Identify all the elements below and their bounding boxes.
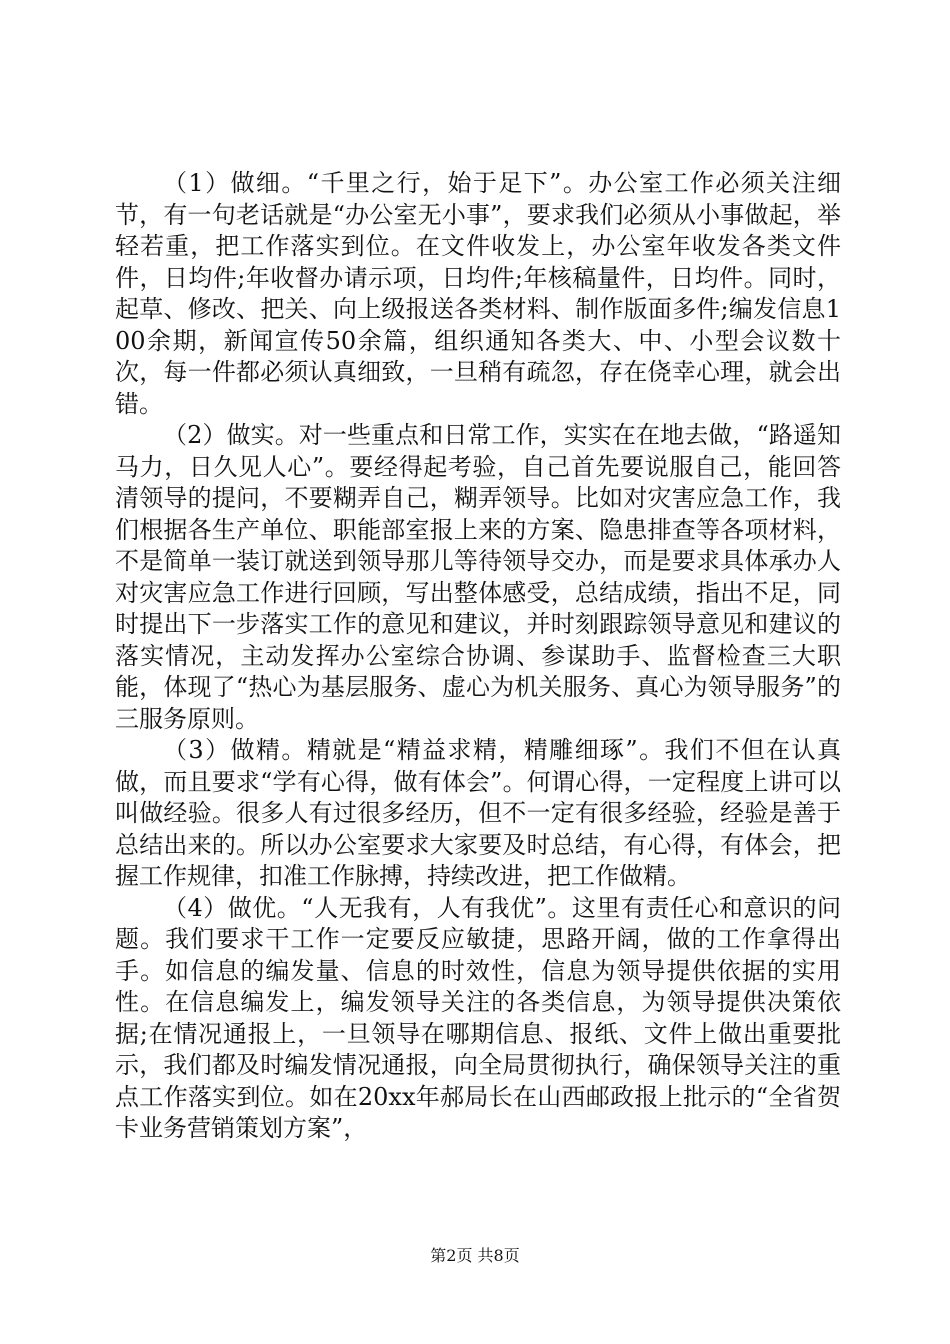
paragraph-1: （1）做细。“千里之行，始于足下”。办公室工作必须关注细节，有一句老话就是“办公室无小事”，要求我们必须从小事做起，举轻若重，把工作落实到位。在文件收发上，办公室年收发各类文件件，日均件;年收督办请示项，日均件;年核稿量件，日均件。同时，起草、修改、把关、向上级报送各类材料、制作版面多件;编发信息100余期，新闻宣传50余篇，组织通知各类大、中、小型会议数十次，每一件都必须认真细致，一旦稍有疏忽，存在侥幸心理，就会出错。 xyxy=(115,169,841,418)
page-number-footer: 第2页 共8页 xyxy=(430,1246,520,1265)
document-body xyxy=(115,168,841,1145)
paragraph-2: （2）做实。对一些重点和日常工作，实实在在地去做，“路遥知马力，日久见人心”。要经得起考验，自己首先要说服自己，能回答清领导的提问，不要糊弄自己，糊弄领导。比如对灾害应急工作，我们根据各生产单位、职能部室报上来的方案、隐患排查等各项材料，不是简单一装订就送到领导那儿等待领导交办，而是要求具体承办人对灾害应急工作进行回顾，写出整体感受，总结成绩，指出不足，同时提出下一步落实工作的意见和建议，并时刻跟踪领导意见和建议的落实情况，主动发挥办公室综合协调、参谋助手、监督检查三大职能，体现了“热心为基层服务、虚心为机关服务、真心为领导服务”的三服务原则。 xyxy=(115,421,841,733)
paragraph-4: （4）做优。“人无我有，人有我优”。这里有责任心和意识的问题。我们要求干工作一定要反应敏捷，思路开阔，做的工作拿得出手。如信息的编发量、信息的时效性，信息为领导提供依据的实用性。在信息编发上，编发领导关注的各类信息，为领导提供决策依据;在情况通报上，一旦领导在哪期信息、报纸、文件上做出重要批示，我们都及时编发情况通报，向全局贯彻执行，确保领导关注的重点工作落实到位。如在20xx年郝局长在山西邮政报上批示的“全省贺卡业务营销策划方案”， xyxy=(115,893,841,1142)
paragraph-3: （3）做精。精就是“精益求精，精雕细琢”。我们不但在认真做，而且要求“学有心得，做有体会”。何谓心得，一定程度上讲可以叫做经验。很多人有过很多经历，但不一定有很多经验，经验是善于总结出来的。所以办公室要求大家要及时总结，有心得，有体会，把握工作规律，扣准工作脉搏，持续改进，把工作做精。 xyxy=(115,736,841,890)
